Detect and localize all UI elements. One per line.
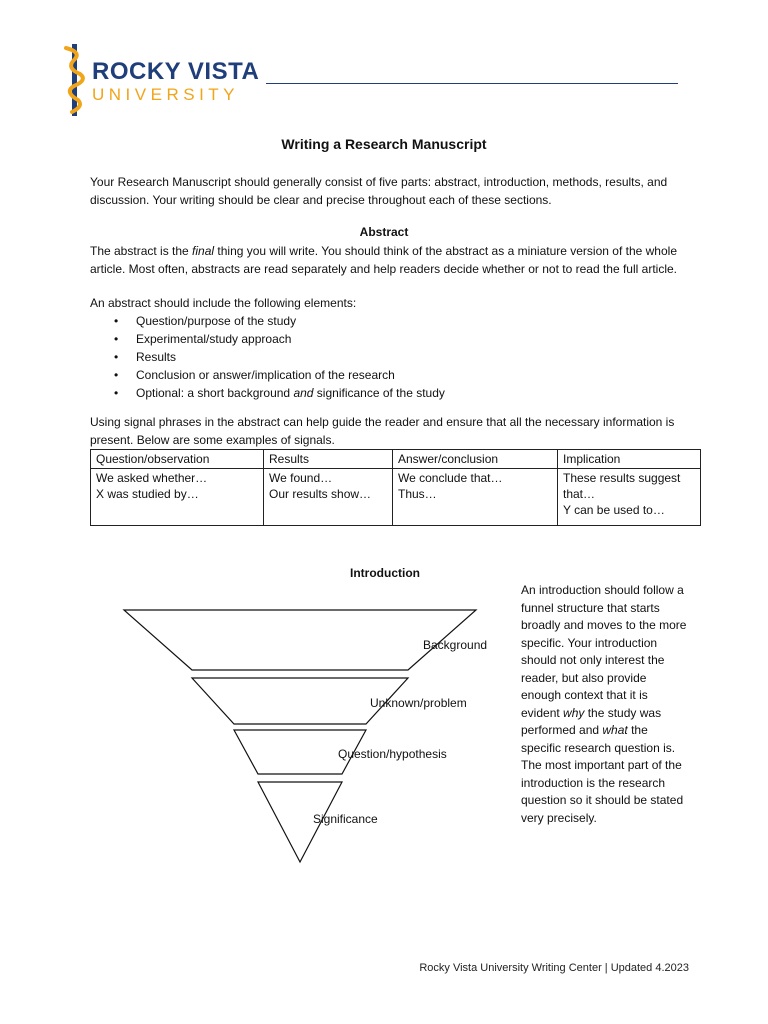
table-row <box>91 469 701 526</box>
abstract-paragraph <box>90 242 690 278</box>
signals-table <box>90 449 701 526</box>
page-footer: Rocky Vista University Writing Center | Updated 4.2023 <box>419 962 689 974</box>
abstract-text-2: thing you will write. You should think of the abstract as a miniature version of the whole article. Most often, abstracts are read separately and help readers decide whether or not to read the full article. <box>90 244 677 276</box>
abstract-elements-intro: An abstract should include the following elements: <box>90 296 357 310</box>
logo-wordmark-top: ROCKY VISTA <box>92 58 260 85</box>
bullet-text-1: Optional: a short background <box>136 386 294 400</box>
cell-line: X was studied by… <box>96 487 199 501</box>
table-cell <box>558 469 701 526</box>
header-divider <box>266 83 678 84</box>
list-item: • Results <box>110 348 670 366</box>
table-header-cell: Question/observation <box>91 450 264 469</box>
table-header-cell: Answer/conclusion <box>393 450 558 469</box>
list-item: • Experimental/study approach <box>110 330 670 348</box>
cell-line: We asked whether… <box>96 471 208 485</box>
list-item: • Conclusion or answer/implication of the research <box>110 366 670 384</box>
page-title: Writing a Research Manuscript <box>281 136 487 152</box>
cell-line: Our results show… <box>269 487 372 501</box>
table-cell <box>91 469 264 526</box>
table-header-cell: Results <box>264 450 393 469</box>
cell-line: that… <box>563 487 596 501</box>
logo-wordmark-bottom: UNIVERSITY <box>92 85 240 104</box>
table-cell <box>393 469 558 526</box>
funnel-label: Background <box>423 638 488 652</box>
funnel-label: Question/hypothesis <box>338 747 447 761</box>
university-logo <box>60 44 260 116</box>
funnel-diagram <box>100 596 500 876</box>
cell-line: We found… <box>269 471 333 485</box>
abstract-heading: Abstract <box>359 225 409 239</box>
bullet-text-2: significance of the study <box>313 386 445 400</box>
table-cell <box>264 469 393 526</box>
abstract-text-1: The abstract is the <box>90 244 193 258</box>
cell-line: Y can be used to… <box>563 503 665 517</box>
list-item: • Question/purpose of the study <box>110 312 670 330</box>
abstract-emphasis: final <box>192 244 215 258</box>
cell-line: These results suggest <box>563 471 681 485</box>
funnel-label: Significance <box>313 812 378 826</box>
cell-line: Thus… <box>398 487 437 501</box>
list-item <box>110 384 670 402</box>
table-header-cell: Implication <box>558 450 701 469</box>
intro-text-2: the study was performed and <box>521 705 662 737</box>
intro-text-1: An introduction should follow a funnel structure that starts broadly and moves to the more specific. Your introduction should not only interest the reader, but also provide enough context that it is evident <box>521 583 687 720</box>
bullet-emphasis: and <box>293 386 314 400</box>
introduction-description <box>521 582 689 827</box>
caduceus-icon <box>60 44 90 116</box>
abstract-elements-list <box>110 312 670 402</box>
intro-emphasis-why: why <box>563 705 585 720</box>
introduction-heading: Introduction <box>350 566 420 580</box>
cell-line: We conclude that… <box>398 471 503 485</box>
signal-paragraph: Using signal phrases in the abstract can help guide the reader and ensure that all the necessary information is present. Below are some examples of signals. <box>90 415 675 447</box>
funnel-label: Unknown/problem <box>370 696 467 710</box>
intro-text-3: the specific research question is. The most important part of the introduction is the research question so it should be stated very precisely. <box>521 723 684 825</box>
intro-paragraph: Your Research Manuscript should generally consist of five parts: abstract, introduction, methods, results, and discussion. Your writing should be clear and precise throughout each of these sections. <box>90 175 668 207</box>
table-header-row <box>91 450 701 469</box>
intro-emphasis-what: what <box>602 723 628 737</box>
